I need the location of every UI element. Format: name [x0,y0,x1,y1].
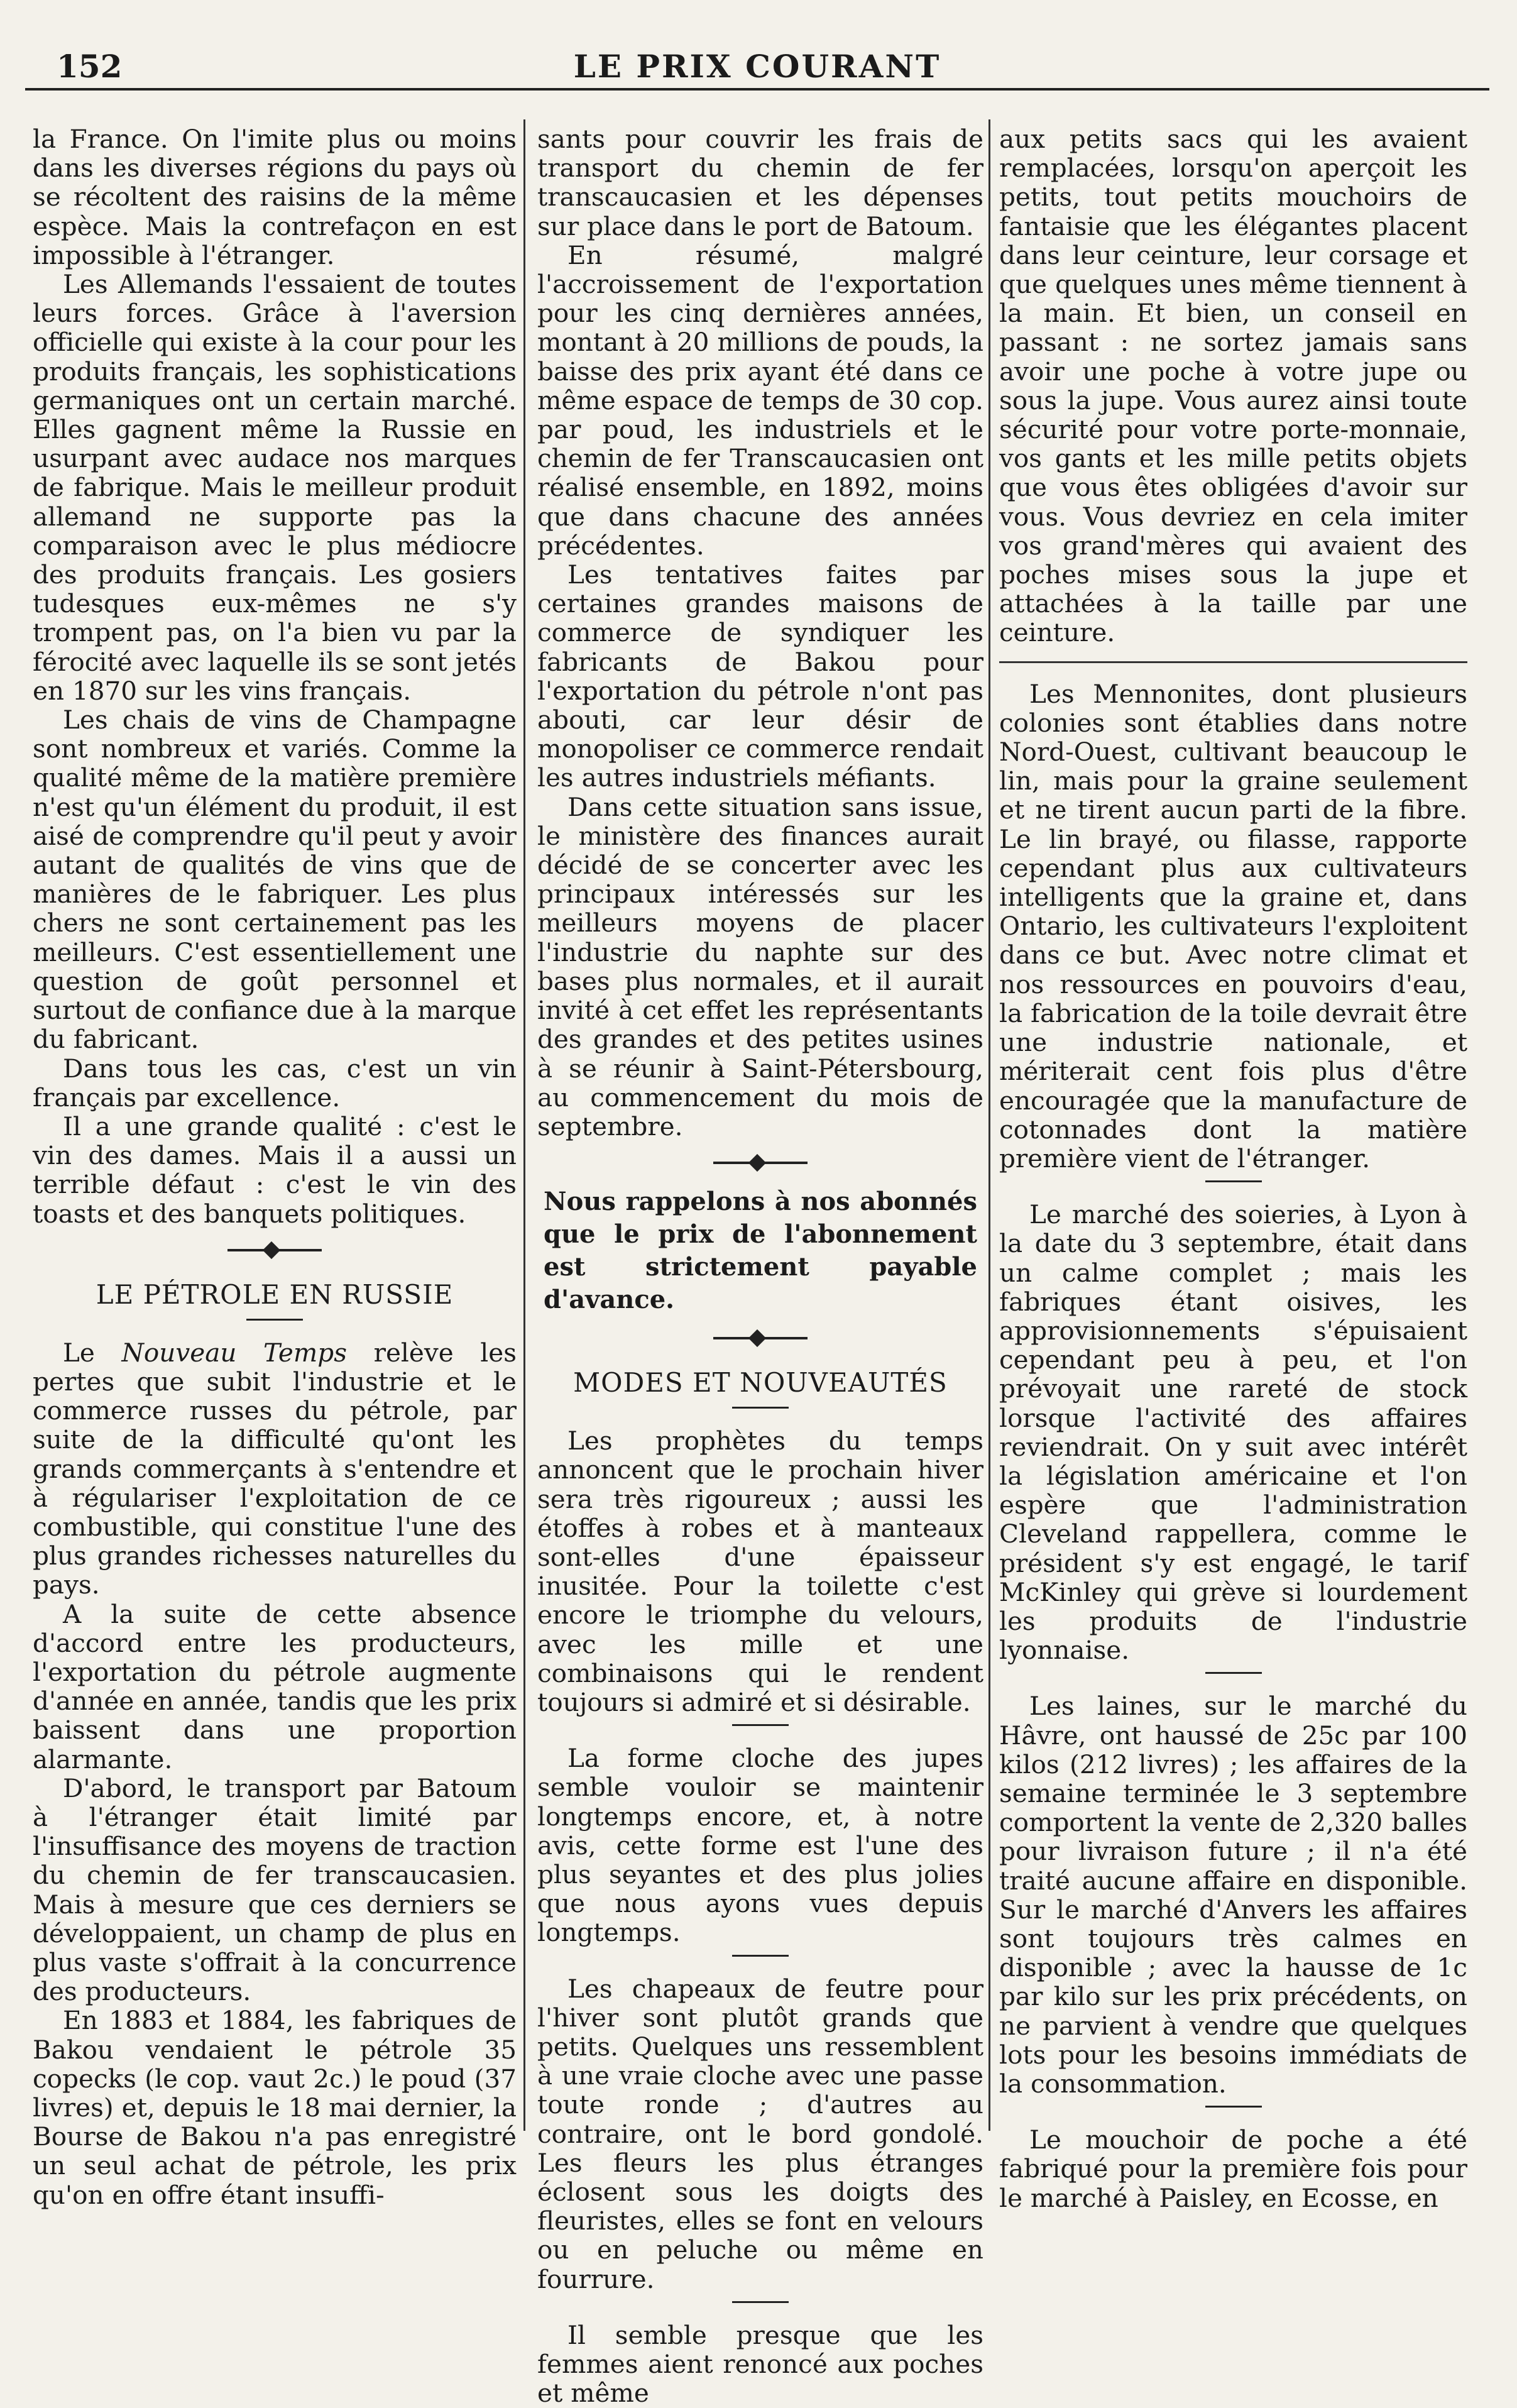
heading-underline [732,1407,789,1409]
paragraph: La forme cloche des jupes semble vouloir se maintenir longtemps encore, et, à notre avis, cette forme est l'une des plus seyantes et des plus jolies que nous ayons vues depuis longtemps. [537,1743,983,1948]
subscription-notice [537,1185,983,1316]
masthead-title: LE PRIX COURANT [573,48,941,85]
paragraph [33,1338,517,1600]
separator [1205,1180,1262,1182]
paragraph: Les Mennonites, dont plusieurs colonies sont établies dans notre Nord-Ouest, cultivant beaucoup le lin, mais pour la graine seulement et ne tirent aucun parti de la fibre. Le lin brayé, ou filasse, rapporte cependant plus aux cultivateurs intelligents que la graine et, dans Ontario, les cultivateurs l'exploitent dans ce but. Avec notre climat et nos ressources en pouvoirs d'eau, la fabrication de la toile devrait être une industrie nationale, et mériterait cent fois plus d'être encouragée que la manufacture de cotonnades dont la matière première vient de l'étranger. [999,678,1467,1174]
ornament-divider [537,1155,983,1167]
separator [732,1724,789,1726]
column-2 [537,124,983,2408]
text-run: Le [63,1337,122,1368]
page-header [25,44,1489,91]
column-3 [999,124,1467,2213]
paragraph: Les tentatives faites par certaines grandes maisons de commerce de syndiquer les fabricants de Bakou pour l'exportation du pétrole n'ont pas abouti, car leur désir de monopoliser ce commerce rendait les autres industriels méfiants. [537,559,983,793]
paragraph: D'abord, le transport par Batoum à l'étranger était limité par l'insuffisance des moyens de traction du chemin de fer transcaucasien. Mais à mesure que ces derniers se développaient, un champ de plus en plus vaste s'offrait à la concurrence des producteurs. [33,1773,517,2007]
section-heading-petrole: LE PÉTROLE EN RUSSIE [96,1278,454,1310]
paragraph: la France. On l'imite plus ou moins dans les diverses régions du pays où se récoltent des raisins de la même espèce. Mais la contrefaçon en est impossible à l'étranger. [33,124,517,270]
paragraph: Les chapeaux de feutre pour l'hiver sont plutôt grands que petits. Quelques uns ressemblent à une vraie cloche avec une passe toute ronde ; d'autres au contraire, ont le bord gondolé. Les fleurs les plus étranges éclosent sous les doigts des fleuristes, elles se font en velours ou en peluche ou même en fourrure. [537,1973,983,2294]
column-1 [33,124,517,2210]
notice-text: Nous rappelons à nos abonnés que le prix de l'abonnement est strictement payable d'avance. [544,1187,977,1315]
paragraph: En résumé, malgré l'accroissement de l'exportation pour les cinq dernières années, montant à 20 millions de pouds, la baisse des prix ayant été dans ce même espace de temps de 30 cop. par poud, les industriels et le chemin de fer Transcaucasien ont réalisé ensemble, en 1892, moins que dans chacune des années précédentes. [537,239,983,561]
paragraph: Les prophètes du temps annoncent que le prochain hiver sera très rigoureux ; aussi les étoffes à robes et à manteaux sont-elles d'une épaisseur inusitée. Pour la toilette c'est encore le triomphe du velours, avec les mille et une combinaisons qui le rendent toujours si admiré et si désirable. [537,1426,983,1717]
paragraph: Les laines, sur le marché du Hâvre, ont haussé de 25c par 100 kilos (212 livres) ; les affaires de la semaine terminée le 3 septembre comportent la vente de 2,320 balles pour livraison future ; il n'a été traité aucune affaire en disponible. Sur le marché d'Anvers les affaires sont toujours très calmes en disponible ; avec la hausse de 1c par kilo sur les prix précédents, on ne parvient à vendre que quelques lots pour les besoins immédiats de la consommation. [999,1691,1467,2099]
newspaper-name: Nouveau Temps [121,1337,347,1368]
separator [732,2301,789,2303]
paragraph: En 1883 et 1884, les fabriques de Bakou vendaient le pétrole 35 copecks (le cop. vaut 2c.) le poud (37 livres) et, depuis le 18 mai dernier, la Bourse de Bakou n'a pas enregistré un seul achat de pétrole, les prix qu'on en offre étant insuffi- [33,2005,517,2210]
paragraph: A la suite de cette absence d'accord entre les producteurs, l'exportation du pétrole augmente d'année en année, tandis que les prix baissent dans une proportion alarmante. [33,1598,517,1774]
text-run: relève les pertes que subit l'industrie et le commerce russes du pétrole, par suite de la difficulté qu'ont les grands commerçants à s'entendre et à régulariser l'exploitation de ce combustible, qui constitue l'une des plus grandes richesses naturelles du pays. [33,1337,517,1600]
ornament-divider [537,1330,983,1342]
separator [732,1955,789,1957]
column-rule-right [989,119,990,2131]
paragraph: Les Allemands l'essaient de toutes leurs forces. Grâce à l'aversion officielle qui existe à la cour pour les produits français, les sophistications germaniques ont un certain marché. Elles gagnent même la Russie en usurpant avec audace nos marques de fabrique. Mais le meilleur produit allemand ne supporte pas la comparaison avec le plus médiocre des produits français. Les gosiers tudesques eux-mêmes ne s'y trompent pas, on l'a bien vu par la férocité avec laquelle ils se sont jetés en 1870 sur les vins français. [33,269,517,706]
page-number: 152 [57,48,123,85]
paragraph: Le mouchoir de poche a été fabriqué pour la première fois pour le marché à Paisley, en Ecosse, en [999,2125,1467,2213]
separator [1205,1672,1262,1674]
paragraph: Le marché des soieries, à Lyon à la date du 3 septembre, était dans un calme complet ; mais les fabriques étant oisives, les approvisionnements s'épuisaient cependant peu à peu, et l'on prévoyait une rareté de stock lorsque l'activité des affaires reviendrait. On y suit avec intérêt la législation américaine et l'on espère que l'administration Cleveland rappellera, comme le président s'y est engagé, le tarif McKinley qui grève si lourdement les produits de l'industrie lyonnaise. [999,1199,1467,1666]
section-heading-modes: MODES ET NOUVEAUTÉS [573,1367,948,1399]
paragraph: sants pour couvrir les frais de transport du chemin de fer transcaucasien et les dépenses sur place dans le port de Batoum. [537,124,983,241]
ornament-divider [33,1242,517,1254]
paragraph: Dans cette situation sans issue, le ministère des finances aurait décidé de se concerter avec les principaux intéressés sur les meilleurs moyens de placer l'industrie du naphte sur des bases plus normales, et il aurait invité à cet effet les représentants des grandes et des petites usines à se réunir à Saint-Pétersbourg, au commencement du mois de septembre. [537,791,983,1141]
column-rule-left [523,119,525,2131]
paragraph: Les chais de vins de Champagne sont nombreux et variés. Comme la qualité même de la matière première n'est qu'un élément du produit, il est aisé de comprendre qu'il peut y avoir autant de qualités de vins que de manières de le fabriquer. Les plus chers ne sont certainement pas les meilleurs. C'est essentiellement une question de goût personnel et surtout de confiance due à la marque du fabricant. [33,705,517,1055]
paragraph: Il a une grande qualité : c'est le vin des dames. Mais il a aussi un terrible défaut : c'est le vin des toasts et des banquets politiques. [33,1111,517,1229]
paragraph: aux petits sacs qui les avaient remplacées, lorsqu'on aperçoit les petits, tout petits mouchoirs de fantaisie que les élégantes placent dans leur ceinture, leur corsage et que quelques unes même tiennent à la main. Et bien, un conseil en passant : ne sortez jamais sans avoir une poche à votre jupe ou sous la jupe. Vous aurez ainsi toute sécurité pour votre porte-monnaie, vos gants et les mille petits objets que vous êtes obligées d'avoir sur vous. Vous devriez en cela imiter vos grand'mères qui avaient des poches mises sous la jupe et attachées à la taille par une ceinture. [999,124,1467,648]
heading-underline [246,1319,303,1321]
separator [999,661,1467,663]
paragraph: Dans tous les cas, c'est un vin français par excellence. [33,1053,517,1113]
paragraph: Il semble presque que les femmes aient renoncé aux poches et même [537,2319,983,2408]
separator [1205,2106,1262,2108]
